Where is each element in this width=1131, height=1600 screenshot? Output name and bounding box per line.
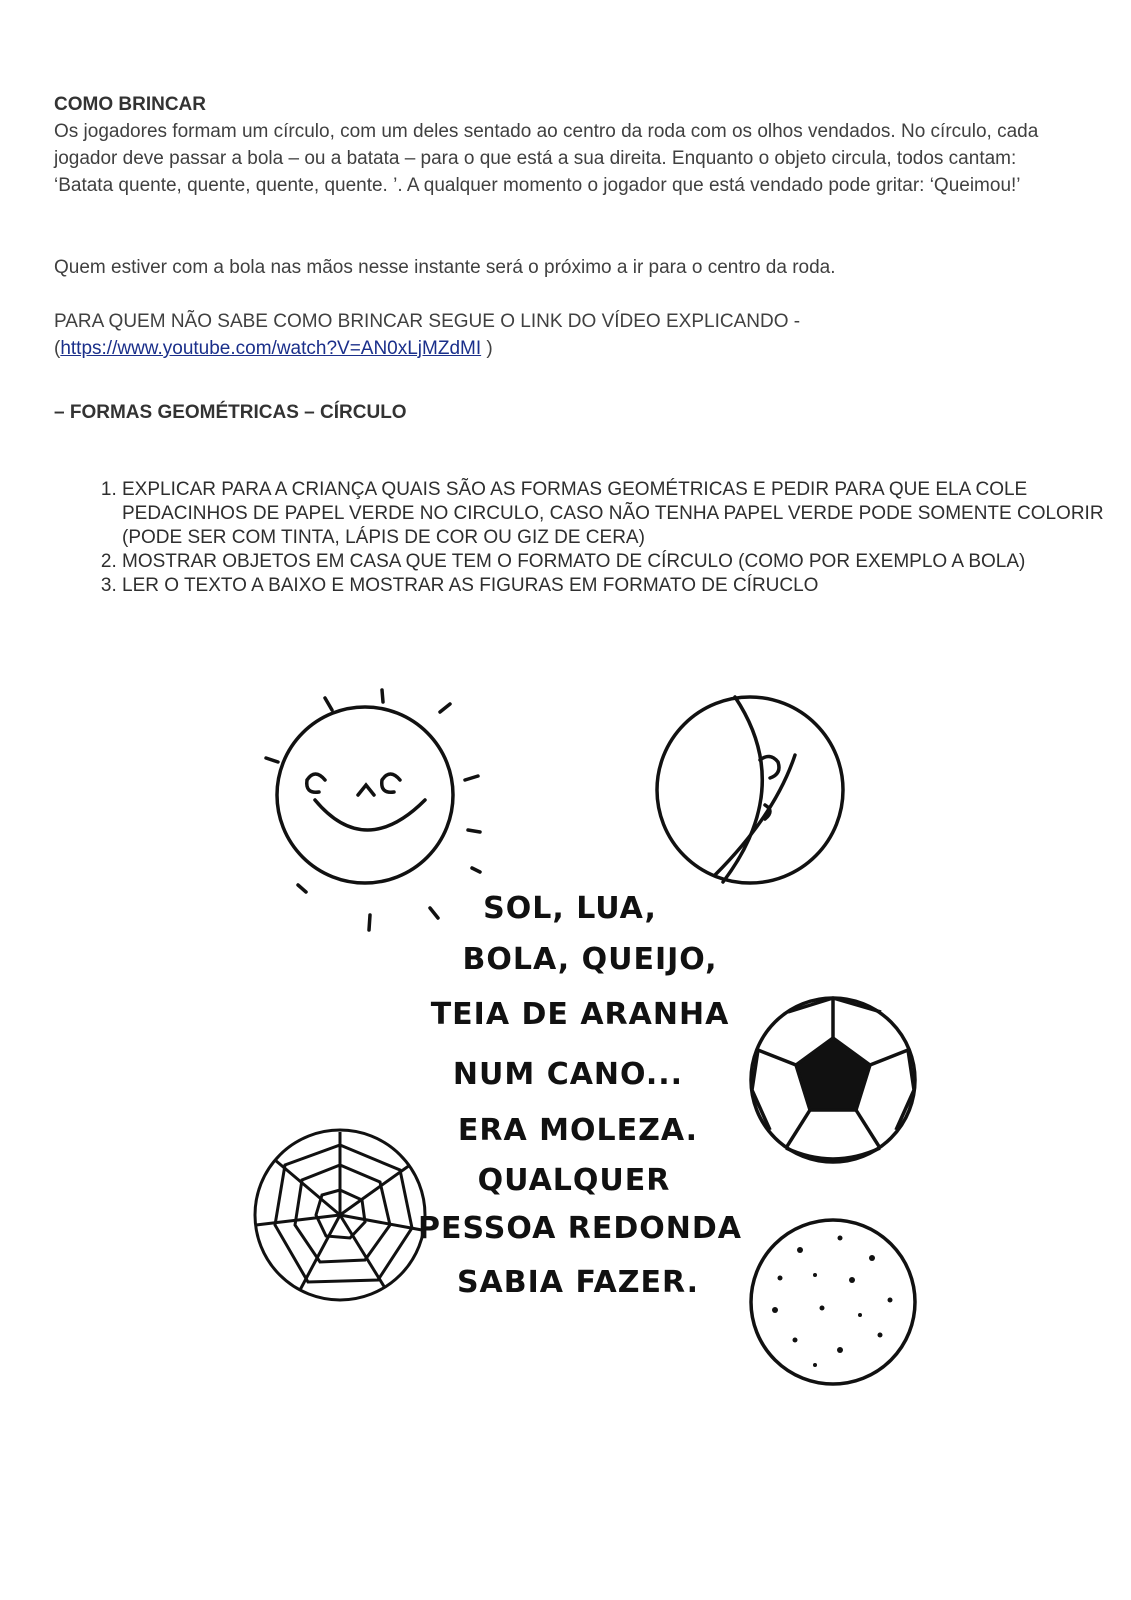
poem-line: SOL, LUA, (483, 891, 657, 926)
steps-list (68, 478, 1131, 598)
how-to-play-paragraph: Os jogadores formam um círculo, com um deles sentado ao centro da roda com os olhos vendados. No círculo, cada jogador deve passar a bola – ou a batata – para o que está a sua direita. Enquanto o objeto circula, todos cantam: ‘Batata quente, quente, quente, quente. ’. A qualquer momento o jogador que está vendado pode gritar: ‘Queimou!’ (54, 121, 1039, 196)
how-to-play-title: COMO BRINCAR (54, 94, 206, 115)
soccer-ball-icon (751, 998, 915, 1162)
list-item: 1. EXPLICAR PARA A CRIANÇA QUAIS SÃO AS FORMAS GEOMÉTRICAS E PEDIR PARA QUE ELA COLE PEDACINHOS DE PAPEL VERDE NO CIRCULO, CASO NÃO TENHA PAPEL VERDE PODE SOMENTE COLORIR (PODE SER COM TINTA, LÁPIS DE COR OU GIZ DE CERA) (122, 478, 1131, 550)
sun-icon (266, 690, 480, 930)
poem-line: BOLA, QUEIJO, (462, 942, 718, 977)
list-item: 3. LER O TEXTO A BAIXO E MOSTRAR AS FIGURAS EM FORMATO DE CÍRUCLO (122, 574, 1131, 598)
poem-line: TEIA DE ARANHA (430, 997, 730, 1032)
video-paragraph (54, 308, 1074, 362)
poem-line: PESSOA REDONDA (418, 1211, 742, 1246)
cheese-icon (751, 1220, 915, 1384)
beach-ball-icon (657, 697, 843, 883)
close-paren: ) (481, 338, 493, 359)
poem-line: NUM CANO... (452, 1057, 684, 1092)
video-instruction-text: PARA QUEM NÃO SABE COMO BRINCAR SEGUE O LINK DO VÍDEO EXPLICANDO - (54, 311, 801, 332)
poem (418, 891, 742, 1300)
shapes-section-title: – FORMAS GEOMÉTRICAS – CÍRCULO (54, 402, 407, 423)
list-item: 2. MOSTRAR OBJETOS EM CASA QUE TEM O FORMATO DE CÍRCULO (COMO POR EXEMPLO A BOLA) (122, 550, 1131, 574)
poem-line: SABIA FAZER. (456, 1265, 700, 1300)
spider-web-icon (255, 1130, 425, 1300)
poem-line: QUALQUER (477, 1163, 671, 1198)
poem-line: ERA MOLEZA. (457, 1113, 699, 1148)
open-paren: ( (54, 338, 61, 359)
next-player-paragraph: Quem estiver com a bola nas mãos nesse instante será o próximo a ir para o centro da roda. (54, 257, 836, 278)
circle-figures-illustration (240, 660, 980, 1400)
video-link[interactable]: https://www.youtube.com/watch?V=AN0xLjMZdMI (60, 338, 482, 359)
